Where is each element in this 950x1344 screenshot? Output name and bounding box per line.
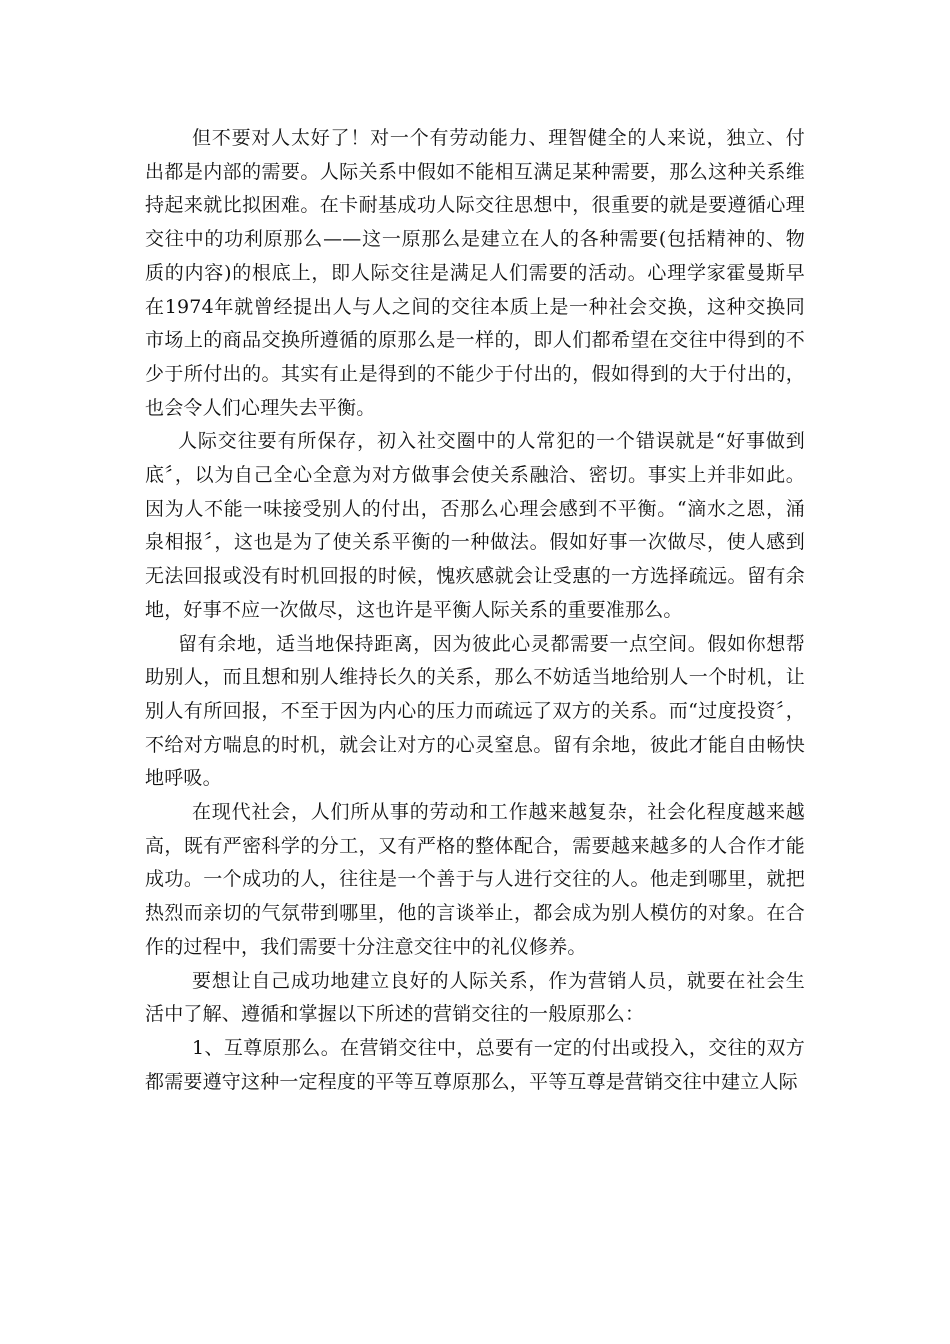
document-body (145, 122, 805, 1099)
paragraph-1: 但不要对人太好了！对一个有劳动能力、理智健全的人来说，独立、付出都是内部的需要。人际关系中假如不能相互满足某种需要，那么这种关系维持起来就比拟困难。在卡耐基成功人际交往思想中，很重要的就是要遵循心理交往中的功利原那么——这一原那么是建立在人的各种需要(包括精神的、物质的内容)的根底上，即人际交往是满足人们需要的活动。心理学家霍曼斯早在1974年就曾经提出人与人之间的交往本质上是一种社会交换，这种交换同市场上的商品交换所遵循的原那么是一样的，即人们都希望在交往中得到的不少于所付出的。其实有止是得到的不能少于付出的，假如得到的大于付出的，也会令人们心理失去平衡。 (145, 127, 805, 419)
paragraph-4: 在现代社会，人们所从事的劳动和工作越来越复杂，社会化程度越来越高，既有严密科学的分工，又有严格的整体配合，需要越来越多的人合作才能成功。一个成功的人，往往是一个善于与人进行交往的人。他走到哪里，就把热烈而亲切的气氛带到哪里，他的言谈举止，都会成为别人模仿的对象。在合作的过程中，我们需要十分注意交往中的礼仪修养。 (145, 801, 805, 958)
paragraph-2: 人际交往要有所保存，初入社交圈中的人常犯的一个错误就是“好事做到底〞，以为自己全心全意为对方做事会使关系融洽、密切。事实上并非如此。因为人不能一味接受别人的付出，否那么心理会感到不平衡。“滴水之恩，涌泉相报〞，这也是为了使关系平衡的一种做法。假如好事一次做尽，使人感到无法回报或没有时机回报的时候，愧疚感就会让受惠的一方选择疏远。留有余地，好事不应一次做尽，这也许是平衡人际关系的重要准那么。 (145, 430, 805, 621)
paragraph-5: 要想让自己成功地建立良好的人际关系，作为营销人员，就要在社会生活中了解、遵循和掌握以下所述的营销交往的一般原那么： (145, 969, 805, 1026)
paragraph-6: 1、互尊原那么。在营销交往中，总要有一定的付出或投入，交往的双方都需要遵守这种一定程度的平等互尊原那么，平等互尊是营销交往中建立人际 (145, 1036, 805, 1093)
paragraph-3: 留有余地，适当地保持距离，因为彼此心灵都需要一点空间。假如你想帮助别人，而且想和别人维持长久的关系，那么不妨适当地给别人一个时机，让别人有所回报，不至于因为内心的压力而疏远了双方的关系。而“过度投资〞，不给对方喘息的时机，就会让对方的心灵窒息。留有余地，彼此才能自由畅快地呼吸。 (145, 632, 805, 790)
